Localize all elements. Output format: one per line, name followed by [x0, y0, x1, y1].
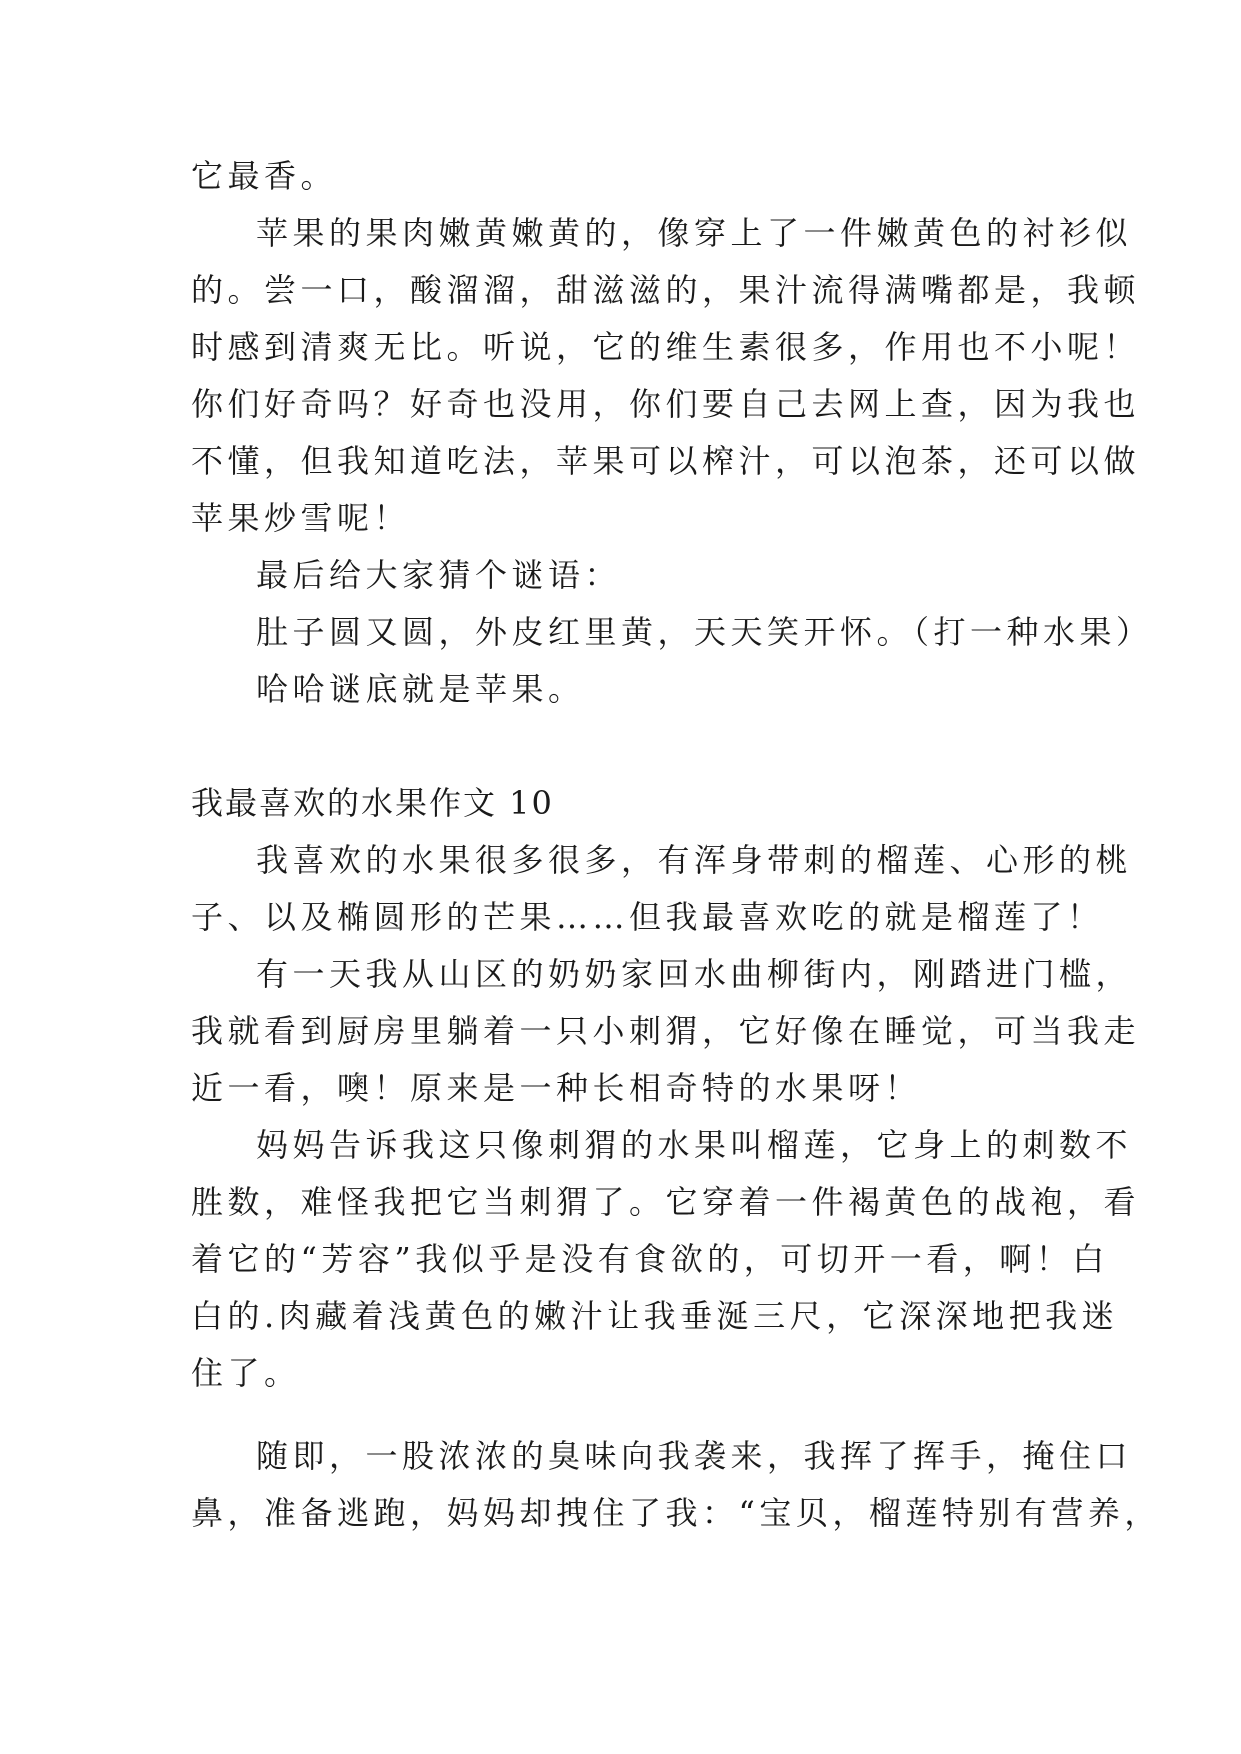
- paragraph-line: 近一看，噢！原来是一种长相奇特的水果呀！: [191, 1069, 922, 1107]
- paragraph-line: 随即，一股浓浓的臭味向我袭来，我挥了挥手，掩住口: [256, 1437, 1133, 1475]
- paragraph-line: 苹果炒雪呢！: [191, 499, 411, 537]
- paragraph-line: 白的.肉藏着浅黄色的嫩汁让我垂涎三尺，它深深地把我迷: [191, 1297, 1119, 1335]
- paragraph-line: 我喜欢的水果很多很多，有浑身带刺的榴莲、心形的桃: [256, 841, 1133, 879]
- paragraph-line: 它最香。: [191, 157, 338, 195]
- paragraph-line: 哈哈谜底就是苹果。: [256, 670, 585, 708]
- paragraph-line: 苹果的果肉嫩黄嫩黄的，像穿上了一件嫩黄色的衬衫似: [256, 214, 1133, 252]
- paragraph-line: 时感到清爽无比。听说，它的维生素很多，作用也不小呢！: [191, 328, 1141, 366]
- paragraph-line: 子、以及椭圆形的芒果……但我最喜欢吃的就是榴莲了！: [191, 898, 1104, 936]
- paragraph-line: 胜数，难怪我把它当刺猬了。它穿着一件褐黄色的战袍，看: [191, 1183, 1141, 1221]
- riddle-line: 肚子圆又圆，外皮红里黄，天天笑开怀。（打一种水果）: [256, 613, 1153, 651]
- paragraph-line: 着它的“芳容”我似乎是没有食欲的，可切开一看，啊！白: [191, 1240, 1109, 1278]
- paragraph-line: 我就看到厨房里躺着一只小刺猬，它好像在睡觉，可当我走: [191, 1012, 1141, 1050]
- paragraph-line: 不懂，但我知道吃法，苹果可以榨汁，可以泡茶，还可以做: [191, 442, 1141, 480]
- paragraph-line: 住了。: [191, 1354, 301, 1392]
- paragraph-line: 的。尝一口，酸溜溜，甜滋滋的，果汁流得满嘴都是，我顿: [191, 271, 1141, 309]
- paragraph-line: 妈妈告诉我这只像刺猬的水果叫榴莲，它身上的刺数不: [256, 1126, 1133, 1164]
- article-title: 我最喜欢的水果作文 10: [191, 784, 554, 822]
- paragraph-line: 你们好奇吗？好奇也没用，你们要自己去网上查，因为我也: [191, 385, 1141, 423]
- paragraph-line: 最后给大家猜个谜语：: [256, 556, 622, 594]
- paragraph-line: 鼻，准备逃跑，妈妈却拽住了我：“宝贝，榴莲特别有营养，: [191, 1494, 1161, 1532]
- paragraph-line: 有一天我从山区的奶奶家回水曲柳街内，刚踏进门槛，: [256, 955, 1133, 993]
